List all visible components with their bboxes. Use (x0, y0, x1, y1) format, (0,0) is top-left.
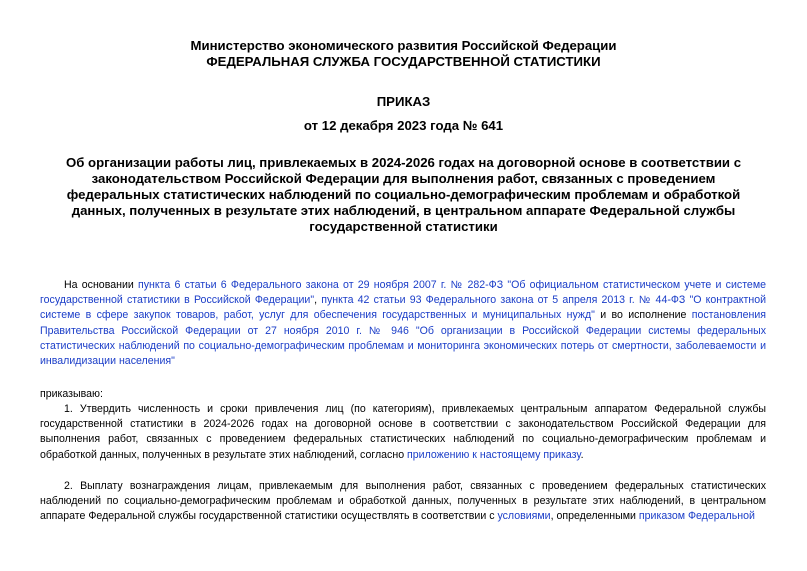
basis-text-execution: и во исполнение (594, 309, 692, 322)
clause-1-paragraph (40, 402, 766, 463)
clause-2-text: 2. Выплату вознаграждения лицам, привлекаемым для выполнения работ, связанных с проведением федеральных статистических наблюдений по социально-демографическим проблемам и обработкой данных, полученных в результате этих наблюдений, в центральном аппарате Федеральной службы государственной статистики осуществлять в соответствии с (40, 480, 766, 523)
law-282-fz-link[interactable]: пункта 6 статьи 6 Федерального закона от 29 ноября 2007 г. № 282-ФЗ "Об официальном статистическом учете и системе государственной статистики в Российской Федерации" (40, 279, 766, 307)
document-date-number: от 12 декабря 2023 года № 641 (303, 118, 504, 133)
conditions-link[interactable]: условиями (497, 510, 551, 523)
document-title: Об организации работы лиц, привлекаемых в 2024-2026 годах на договорной основе в соответствии с законодательством Российской Федерации для выполнения работ, связанных с проведением федеральных статистических наблюдений по социально-демографическим проблемам и обработкой данных, полученных в результате этих наблюдений, в центральном аппарате Федеральной службы государственной статистики (65, 155, 742, 234)
ministry-name: Министерство экономического развития Российской Федерации (190, 38, 617, 53)
clause-2-paragraph (40, 479, 766, 525)
federal-order-link[interactable]: приказом Федеральной (638, 510, 755, 523)
agency-name: ФЕДЕРАЛЬНАЯ СЛУЖБА ГОСУДАРСТВЕННОЙ СТАТИСТИКИ (206, 54, 601, 69)
clause-1-end: . (580, 448, 584, 461)
clause-1-text: 1. Утвердить численность и сроки привлечения лиц (по категориям), привлекаемых центральным аппаратом Федеральной службы государственной статистики в 2024-2026 годах на договорной основе в соответствии с законодательством Российской Федерации для выполнения работ, связанных с проведением федеральных статистических наблюдений по социально-демографическим проблемам и обработкой данных, полученных в результате этих наблюдений, согласно (40, 403, 766, 461)
basis-text-intro: На основании (64, 279, 139, 291)
law-44-fz-link[interactable]: пункта 42 статьи 93 Федерального закона от 5 апреля 2013 г. № 44-ФЗ "О контрактной системе в сфере закупок товаров, работ, услуг для обеспечения государственных и муниципальных нужд" (40, 294, 767, 322)
order-word: приказываю: (40, 388, 103, 400)
clause-2-mid: , определенными (550, 510, 639, 523)
government-decree-946-link[interactable]: постановления Правительства Российской Федерации от 27 ноября 2010 г. № 946 "Об организации в Российской Федерации системы федеральных статистических наблюдений по социально-демографическим проблемам и мониторинга экономических потерь от смертности, заболеваемости и инвалидизации населения" (40, 309, 766, 368)
appendix-link[interactable]: приложению к настоящему приказу (407, 448, 581, 461)
basis-paragraph (40, 278, 766, 369)
basis-text-sep: , (314, 294, 322, 307)
document-type: ПРИКАЗ (376, 94, 431, 109)
